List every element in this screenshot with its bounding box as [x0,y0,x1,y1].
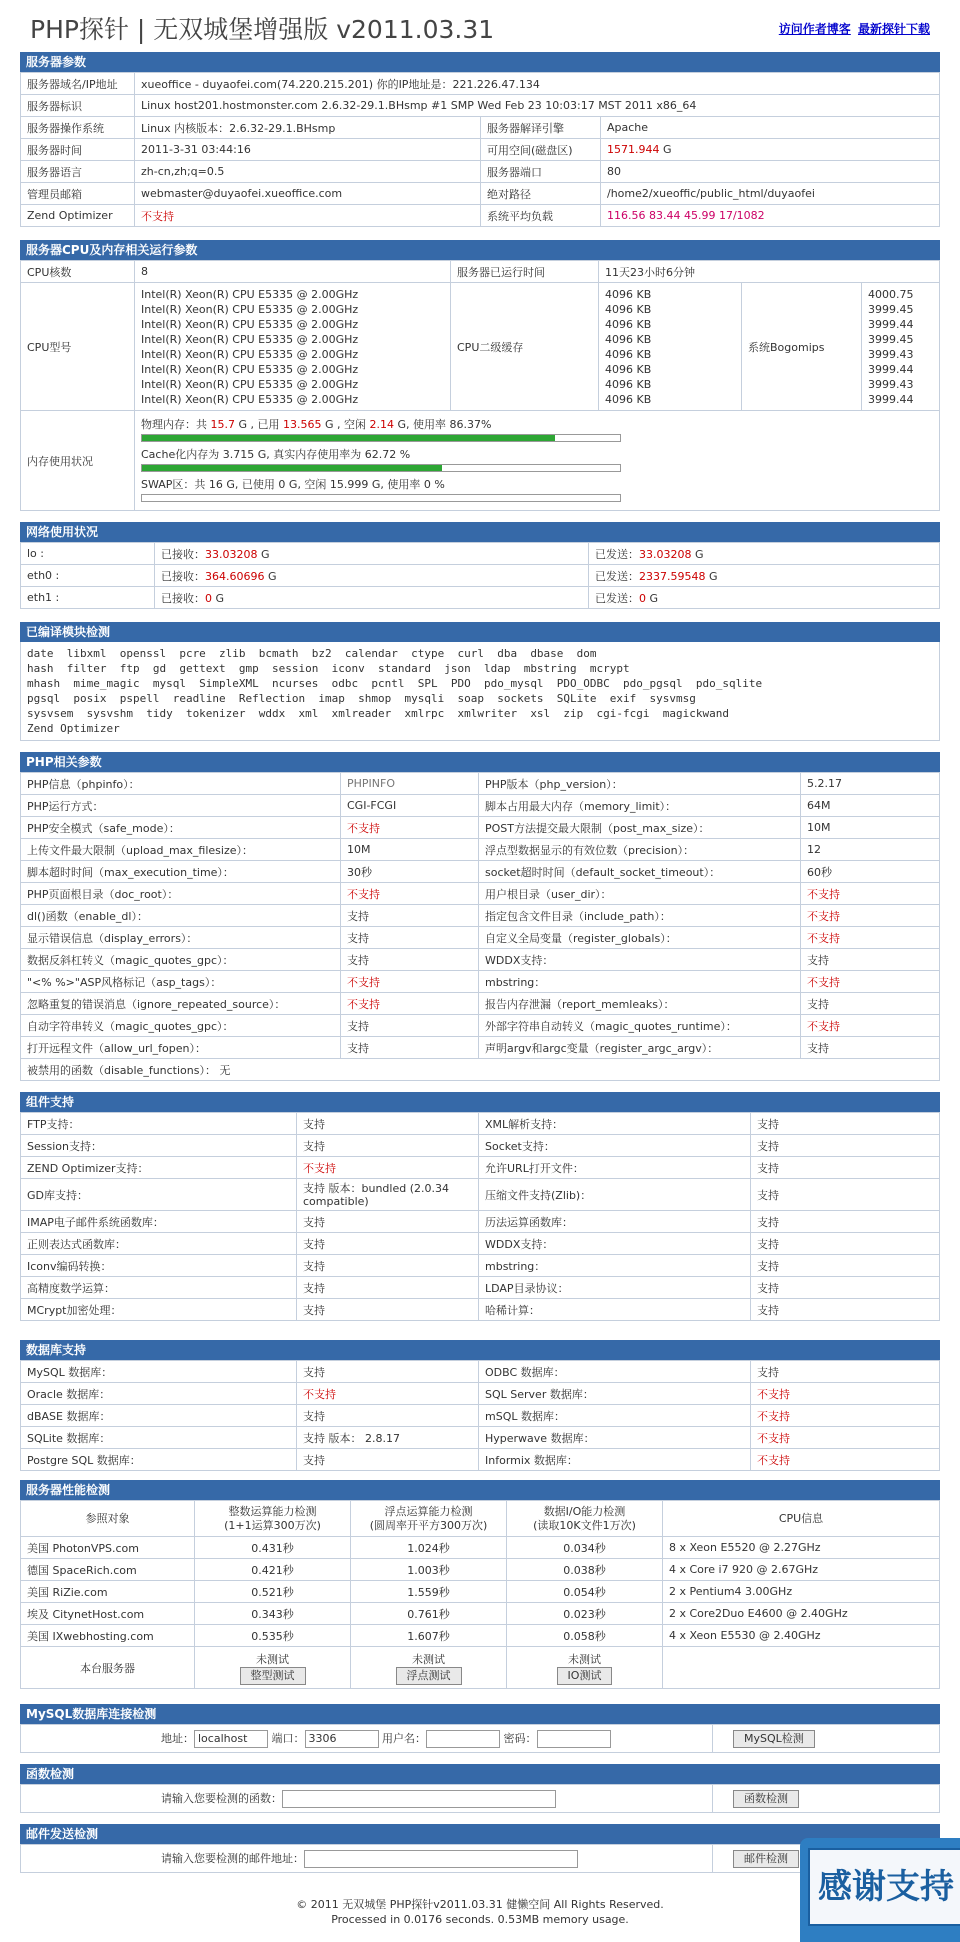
label: LDAP目录协议： [479,1277,751,1299]
io-test-button[interactable]: IO测试 [557,1667,613,1685]
cpu-table [20,260,940,511]
value: 支持 [341,927,479,949]
label: Zend Optimizer [21,205,135,227]
empty-cell [663,1647,940,1689]
section-title: 函数检测 [20,1764,940,1784]
int-score: 0.521秒 [195,1581,351,1603]
value: 不支持 [801,1015,940,1037]
value: 不支持 [801,971,940,993]
column-header: 参照对象 [21,1501,195,1537]
modules-section [20,622,940,741]
received: 已接收：33.03208 G [155,543,589,565]
interface-name: eth0 : [21,565,155,587]
label: 允许URL打开文件： [479,1157,751,1179]
value: 支持 [297,1255,479,1277]
table-row [21,817,940,839]
value: Apache [601,117,940,139]
received: 已接收：0 G [155,587,589,609]
table-row [21,927,940,949]
label: IMAP电子邮件系统函数库： [21,1211,297,1233]
label: MySQL 数据库： [21,1361,297,1383]
table-row [21,1135,940,1157]
label: 服务器时间 [21,139,135,161]
mail-check-button[interactable]: 邮件检测 [733,1850,799,1868]
cpu-info: 8 x Xeon E5520 @ 2.27GHz [663,1537,940,1559]
label: 数据反斜杠转义（magic_quotes_gpc）： [21,949,341,971]
test-cell [507,1647,663,1689]
value: 支持 [751,1277,940,1299]
io-score: 0.038秒 [507,1559,663,1581]
author-blog-link[interactable]: 访问作者博客 [778,22,851,36]
value: 不支持 [341,971,479,993]
table-row [21,1405,940,1427]
value: 不支持 [751,1427,940,1449]
int-test-button[interactable]: 整型测试 [240,1667,306,1685]
value: xueoffice - duyaofei.com(74.220.215.201) 你的IP地址是：221.226.47.134 [135,73,940,95]
page-title: PHP探针 | 无双城堡增强版 v2011.03.31 [30,15,495,44]
value: 不支持 [341,993,479,1015]
label: 服务器解译引擎 [481,117,601,139]
section-title: 组件支持 [20,1092,940,1112]
int-score: 0.343秒 [195,1603,351,1625]
label: socket超时时间（default_socket_timeout）： [479,861,801,883]
label: 脚本超时时间（max_execution_time）： [21,861,341,883]
table-row [21,1427,940,1449]
label: 用户根目录（user_dir）： [479,883,801,905]
test-cell [351,1647,507,1689]
label: ZEND Optimizer支持： [21,1157,297,1179]
thanks-banner[interactable] [800,1838,960,1942]
value: 支持 [751,1179,940,1211]
label: 声明argv和argc变量（register_argc_argv）： [479,1037,801,1059]
label: 请输入您要检测的函数： [161,1791,282,1805]
table-row [21,883,940,905]
local-server-label: 本台服务器 [21,1647,195,1689]
value: 不支持 [341,817,479,839]
label: "<% %>"ASP风格标记（asp_tags）： [21,971,341,993]
value: Linux 内核版本：2.6.32-29.1.BHsmp [135,117,481,139]
label: PHP运行方式： [21,795,341,817]
label: 密码： [503,1731,537,1745]
table-row [21,1277,940,1299]
cache-memory-text: Cache化内存为 3.715 G, 真实内存使用率为 62.72 % [141,447,411,461]
value: 支持 [751,1255,940,1277]
float-score: 1.024秒 [351,1537,507,1559]
unit: G [659,143,672,156]
download-link[interactable]: 最新探针下载 [857,22,930,36]
section-title: 网络使用状况 [20,522,940,542]
value: 不支持 [135,205,481,227]
label: 端口： [271,1731,305,1745]
table-row [21,1383,940,1405]
load-average: 116.56 83.44 45.99 17/1082 [601,205,940,227]
value: CGI-FCGI [341,795,479,817]
performance-section [20,1480,940,1689]
value: 支持 版本： 2.8.17 [297,1427,479,1449]
module-list: date libxml openssl pcre zlib bcmath bz2 calendar ctype curl dba dbase dom hash filter ftp gd gettext gmp session iconv standard json ldap mbstring mcrypt mhash mime_magic mysql SimpleXML ncurses odbc pcntl SPL PDO pdo_mysql PDO_ODBC pdo_pgsql pdo_sqlite pgsql posix pspell readline Reflection imap shmop mysqli soap sockets SQLite exif sysvmsg sysvsem sysvshm tidy tokenizer wddx xml xmlreader xmlrpc xmlwriter xsl zip cgi-fcgi magickwand Zend Optimizer [20,642,940,741]
label: WDDX支持： [479,949,801,971]
cache-memory-bar [141,464,621,472]
mysql-port-input[interactable]: 3306 [305,1730,379,1748]
label: Hyperwave 数据库： [479,1427,751,1449]
php-table [20,772,940,1081]
label: 用户名： [382,1731,426,1745]
value: 支持 [341,1015,479,1037]
table-row [21,971,940,993]
cpu-info: 2 x Pentium4 3.00GHz [663,1581,940,1603]
label: 忽略重复的错误消息（ignore_repeated_source）： [21,993,341,1015]
value: 支持 [297,1361,479,1383]
value: 不支持 [801,927,940,949]
cpu-caches: 4096 KB 4096 KB 4096 KB 4096 KB 4096 KB 4096 KB 4096 KB 4096 KB [599,283,742,411]
value: 支持 [341,905,479,927]
label: Iconv编码转换： [21,1255,297,1277]
label: 脚本占用最大内存（memory_limit）： [479,795,801,817]
table-row [21,773,940,795]
label: 管理员邮箱 [21,183,135,205]
section-title: 邮件发送检测 [20,1824,940,1844]
page-header [30,10,930,42]
table-row [21,1361,940,1383]
label: POST方法提交最大限制（post_max_size）： [479,817,801,839]
value: 支持 [297,1277,479,1299]
table-row [21,1157,940,1179]
value: 不支持 [751,1449,940,1471]
value: 5.2.17 [801,773,940,795]
database-table [20,1360,940,1471]
table-row [21,1449,940,1471]
bar-fill [142,435,555,441]
section-title: 服务器参数 [20,52,940,72]
label: 服务器域名/IP地址 [21,73,135,95]
value: 支持 [297,1449,479,1471]
float-score: 1.559秒 [351,1581,507,1603]
benchmark-name: 德国 SpaceRich.com [21,1559,195,1581]
performance-table [20,1500,940,1689]
label: WDDX支持： [479,1233,751,1255]
table-row [21,1179,940,1211]
value: 不支持 [801,883,940,905]
label: 外部字符串自动转义（magic_quotes_runtime）： [479,1015,801,1037]
cpu-info: 4 x Xeon E5530 @ 2.40GHz [663,1625,940,1647]
swap-bar [141,494,621,502]
value: 11天23小时6分钟 [599,261,940,283]
value: 支持 [297,1233,479,1255]
value: 不支持 [297,1157,479,1179]
label: Informix 数据库： [479,1449,751,1471]
value: 不支持 [297,1383,479,1405]
value: 支持 [297,1135,479,1157]
table-row [21,1255,940,1277]
section-title: 已编译模块检测 [20,622,940,642]
table-row [21,1537,940,1559]
label: 可用空间(磁盘区) [481,139,601,161]
server-section [20,52,940,227]
label: mSQL 数据库： [479,1405,751,1427]
table-row [21,861,940,883]
int-score: 0.535秒 [195,1625,351,1647]
value: webmaster@duyaofei.xueoffice.com [135,183,481,205]
mysql-check-button[interactable]: MySQL检测 [733,1730,815,1748]
label: PHP版本（php_version）： [479,773,801,795]
table-row [21,1603,940,1625]
interface-name: eth1 : [21,587,155,609]
benchmark-name: 美国 IXwebhosting.com [21,1625,195,1647]
label: 服务器端口 [481,161,601,183]
value: 支持 [801,993,940,1015]
value: 80 [601,161,940,183]
label: PHP信息（phpinfo）： [21,773,341,795]
label: mbstring： [479,1255,751,1277]
column-header: 浮点运算能力检测 (圆周率开平方300万次) [351,1501,507,1537]
database-section [20,1340,940,1471]
cpu-info: 2 x Core2Duo E4600 @ 2.40GHz [663,1603,940,1625]
bar-fill [142,465,442,471]
physical-memory-bar [141,434,621,442]
table-row [21,993,940,1015]
label: Session支持： [21,1135,297,1157]
value: 8 [135,261,451,283]
label: 内存使用状况 [21,411,135,511]
value: 不支持 [341,883,479,905]
label: 显示错误信息（display_errors）： [21,927,341,949]
value: 支持 版本：bundled (2.0.34 compatible) [297,1179,479,1211]
physical-memory-text: 物理内存：共 15.7 G , 已用 13.565 G , 空闲 2.14 G, 使用率 86.37% [141,417,492,431]
float-score: 1.607秒 [351,1625,507,1647]
received: 已接收：364.60696 G [155,565,589,587]
io-score: 0.023秒 [507,1603,663,1625]
label: 上传文件最大限制（upload_max_filesize）： [21,839,341,861]
int-score: 0.421秒 [195,1559,351,1581]
mysql-host-input[interactable]: localhost [194,1730,268,1748]
interface-name: lo : [21,543,155,565]
function-check-button[interactable]: 函数检测 [733,1790,799,1808]
label: CPU二级缓存 [451,283,599,411]
float-score: 0.761秒 [351,1603,507,1625]
label: CPU核数 [21,261,135,283]
value: 不支持 [801,905,940,927]
label: PHP安全模式（safe_mode）： [21,817,341,839]
mysql-section [20,1704,940,1753]
table-row [21,949,940,971]
label: dl()函数（enable_dl）： [21,905,341,927]
value: 2011-3-31 03:44:16 [135,139,481,161]
value: 支持 [751,1113,940,1135]
table-row [21,839,940,861]
table-row [21,1299,940,1321]
label: 高精度数学运算： [21,1277,297,1299]
untested-label: 未测试 [256,1652,289,1666]
table-row [21,795,940,817]
label: FTP支持： [21,1113,297,1135]
label: 服务器语言 [21,161,135,183]
label: 请输入您要检测的邮件地址： [161,1851,304,1865]
value: 10M [801,817,940,839]
value: 10M [341,839,479,861]
label: 正则表达式函数库： [21,1233,297,1255]
untested-label: 未测试 [412,1652,445,1666]
disabled-functions: 被禁用的函数（disable_functions）： 无 [21,1059,940,1081]
label: dBASE 数据库： [21,1405,297,1427]
header-links [776,20,930,37]
label: 浮点型数据显示的有效位数（precision）： [479,839,801,861]
int-score: 0.431秒 [195,1537,351,1559]
value: 12 [801,839,940,861]
mysql-table [20,1724,940,1753]
table-row [21,1015,940,1037]
value: 支持 [751,1135,940,1157]
value: /home2/xueoffic/public_html/duyaofei [601,183,940,205]
column-header: 整数运算能力检测 (1+1运算300万次) [195,1501,351,1537]
label: SQL Server 数据库： [479,1383,751,1405]
disk-free: 1571.944 [607,143,660,156]
label: 服务器操作系统 [21,117,135,139]
value: 30秒 [341,861,479,883]
label: 报告内存泄漏（report_memleaks）： [479,993,801,1015]
cpu-models: Intel(R) Xeon(R) CPU E5335 @ 2.00GHz Intel(R) Xeon(R) CPU E5335 @ 2.00GHz Intel(R) Xeon(R) CPU E5335 @ 2.00GHz Intel(R) Xeon(R) CPU E5335 @ 2.00GHz Intel(R) Xeon(R) CPU E5335 @ 2.00GHz Intel(R) Xeon(R) CPU E5335 @ 2.00GHz Intel(R) Xeon(R) CPU E5335 @ 2.00GHz Intel(R) Xeon(R) CPU E5335 @ 2.00GHz [135,283,451,411]
column-header: CPU信息 [663,1501,940,1537]
value: 支持 [751,1233,940,1255]
label: Socket支持： [479,1135,751,1157]
value: 60秒 [801,861,940,883]
mysql-password-input[interactable] [537,1730,611,1748]
section-title: MySQL数据库连接检测 [20,1704,940,1724]
local-server-row [21,1647,940,1689]
value: 支持 [751,1361,940,1383]
value: 支持 [801,1037,940,1059]
value: 支持 [751,1211,940,1233]
benchmark-name: 美国 PhotonVPS.com [21,1537,195,1559]
table-row [21,1037,940,1059]
value: 支持 [297,1211,479,1233]
label: 绝对路径 [481,183,601,205]
value: 支持 [297,1405,479,1427]
column-header: 数据I/O能力检测 (读取10K文件1万次) [507,1501,663,1537]
label: 系统Bogomips [742,283,862,411]
label: 历法运算函数库： [479,1211,751,1233]
test-cell [195,1647,351,1689]
section-title: 服务器CPU及内存相关运行参数 [20,240,940,260]
components-table [20,1112,940,1321]
function-section [20,1764,940,1813]
components-section [20,1092,940,1321]
label: 服务器标识 [21,95,135,117]
value: 不支持 [751,1405,940,1427]
label: 指定包含文件目录（include_path）： [479,905,801,927]
section-title: PHP相关参数 [20,752,940,772]
mysql-user-input[interactable] [426,1730,500,1748]
float-score: 1.003秒 [351,1559,507,1581]
label: PHP页面根目录（doc_root）： [21,883,341,905]
function-table [20,1784,940,1813]
label: 打开远程文件（allow_url_fopen）： [21,1037,341,1059]
value: 64M [801,795,940,817]
label: 自定义全局变量（register_globals）： [479,927,801,949]
label: ODBC 数据库： [479,1361,751,1383]
cpu-bogomips: 4000.75 3999.45 3999.44 3999.45 3999.43 3999.44 3999.43 3999.44 [862,283,940,411]
network-section [20,522,940,609]
label: 压缩文件支持(Zlib)： [479,1179,751,1211]
table-row [21,1059,940,1081]
network-table [20,542,940,609]
label: Postgre SQL 数据库： [21,1449,297,1471]
thanks-text: 感谢支持 [808,1848,960,1926]
table-row [21,1233,940,1255]
untested-label: 未测试 [568,1652,601,1666]
sent: 已发送：2337.59548 G [589,565,940,587]
memory-status [135,411,940,511]
io-score: 0.054秒 [507,1581,663,1603]
label: 系统平均负载 [481,205,601,227]
copyright: © 2011 无双城堡 PHP探针v2011.03.31 健懒空间 All Rights Reserved. [296,1898,664,1911]
process-info: Processed in 0.0176 seconds. 0.53MB memory usage. [331,1913,629,1926]
php-section [20,752,940,1081]
float-test-button[interactable]: 浮点测试 [396,1667,462,1685]
cpu-info: 4 x Core i7 920 @ 2.67GHz [663,1559,940,1581]
table-row [21,1113,940,1135]
sent: 已发送：0 G [589,587,940,609]
label: GD库支持： [21,1179,297,1211]
value [601,139,940,161]
label: 哈稀计算： [479,1299,751,1321]
table-row [21,905,940,927]
label: CPU型号 [21,283,135,411]
benchmark-name: 埃及 CitynetHost.com [21,1603,195,1625]
label: 自动字符串转义（magic_quotes_gpc）： [21,1015,341,1037]
value: PHPINFO [341,773,479,795]
value: zh-cn,zh;q=0.5 [135,161,481,183]
swap-text: SWAP区：共 16 G, 已使用 0 G, 空闲 15.999 G, 使用率 0 % [141,477,445,491]
value: 支持 [751,1299,940,1321]
label: 地址： [161,1731,194,1745]
section-title: 服务器性能检测 [20,1480,940,1500]
value: 支持 [297,1299,479,1321]
sent: 已发送：33.03208 G [589,543,940,565]
value: 支持 [341,1037,479,1059]
table-row [21,1211,940,1233]
cpu-section [20,240,940,511]
label: Oracle 数据库： [21,1383,297,1405]
table-row [21,1581,940,1603]
label: mbstring： [479,971,801,993]
label: XML解析支持： [479,1113,751,1135]
value: 支持 [341,949,479,971]
label: MCrypt加密处理： [21,1299,297,1321]
label: SQLite 数据库： [21,1427,297,1449]
label: 服务器已运行时间 [451,261,599,283]
server-table [20,72,940,227]
value: 支持 [751,1157,940,1179]
email-input[interactable] [304,1850,578,1868]
table-row [21,1625,940,1647]
section-title: 数据库支持 [20,1340,940,1360]
value: 支持 [297,1113,479,1135]
mysql-form [21,1725,713,1753]
benchmark-name: 美国 RiZie.com [21,1581,195,1603]
io-score: 0.058秒 [507,1625,663,1647]
function-input[interactable] [282,1790,556,1808]
value: 支持 [801,949,940,971]
io-score: 0.034秒 [507,1537,663,1559]
value: 不支持 [751,1383,940,1405]
value: Linux host201.hostmonster.com 2.6.32-29.1.BHsmp #1 SMP Wed Feb 23 10:03:17 MST 2011 x86_64 [135,95,940,117]
table-row [21,1559,940,1581]
